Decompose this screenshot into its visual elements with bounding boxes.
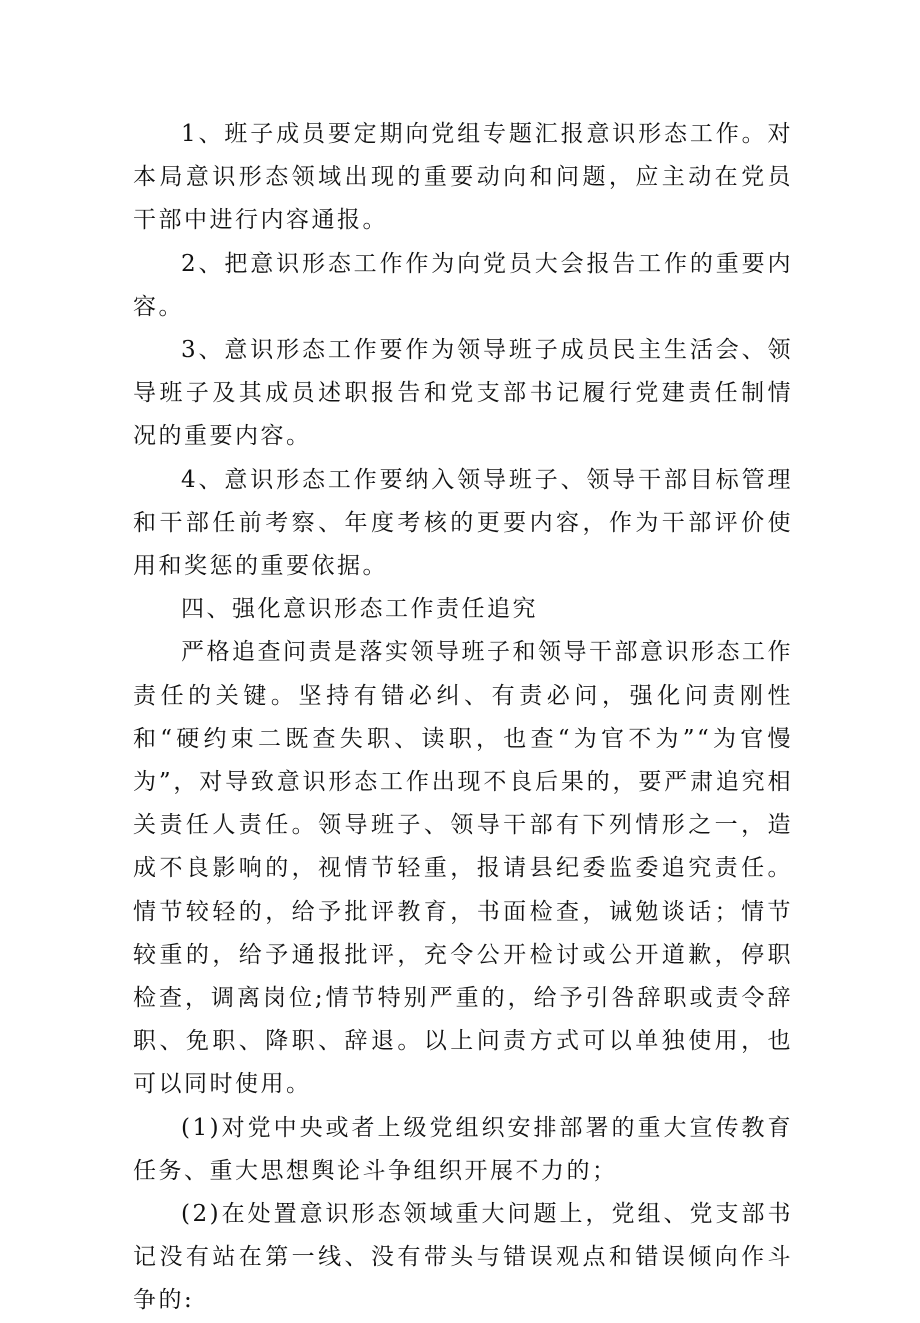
list-item-2: (2)在处置意识形态领域重大问题上，党组、党支部书记没有站在第一线、没有带头与错误观点和错误倾向作斗争的: xyxy=(133,1201,793,1314)
list-item-1: (1)对党中央或者上级党组织安排部署的重大宣传教育任务、重大思想舆论斗争组织开展不力的； xyxy=(133,1114,793,1184)
paragraph-item-1: 1、班子成员要定期向党组专题汇报意识形态工作。对本局意识形态领域出现的重要动向和问题，应主动在党员干部中进行内容通报。 xyxy=(133,121,793,234)
document-body xyxy=(133,113,793,1323)
paragraph-item-2: 2、把意识形态工作作为向党员大会报告工作的重要内容。 xyxy=(133,250,793,320)
accountability-paragraph: 严格追查问责是落实领导班子和领导干部意识形态工作责任的关键。坚持有错必纠、有责必问，强化问责刚性和“硬约束二既查失职、读职，也查“为官不为”“为官慢为”，对导致意识形态工作出现不良后果的，要严肃追究相关责任人责任。领导班子、领导干部有下列情形之一，造成不良影响的，视情节轻重，报请县纪委监委追究责任。情节较轻的，给予批评教育，书面检查，诫勉谈话；情节较重的，给予通报批评，充令公开检讨或公开道歉，停职检查，调离岗位;情节特别严重的，给予引咎辞职或责令辞职、免职、降职、辞退。以上问责方式可以单独使用，也可以同时使用。 xyxy=(133,639,793,1098)
section-heading: 四、强化意识形态工作责任追究 xyxy=(181,596,538,623)
paragraph-item-4: 4、意识形态工作要纳入领导班子、领导干部目标管理和干部任前考察、年度考核的更要内容，作为干部评价使用和奖惩的重要依据。 xyxy=(133,466,793,580)
paragraph-item-3: 3、意识形态工作要作为领导班子成员民主生活会、领导班子及其成员述职报告和党支部书记履行党建责任制情况的重要内容。 xyxy=(133,337,793,450)
